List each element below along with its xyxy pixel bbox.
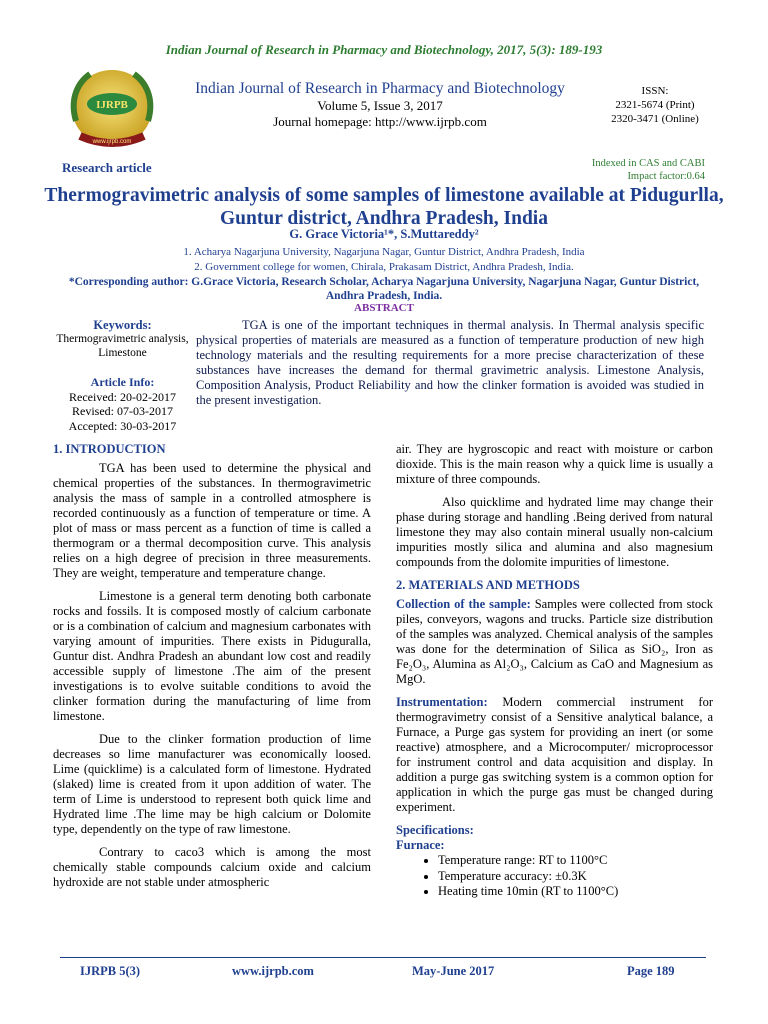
article-info-block: [50, 375, 195, 433]
affiliation-2: 2. Government college for women, Chirala, Prakasam District, Andhra Pradesh, India.: [194, 261, 574, 273]
keywords-label: Keywords:: [93, 318, 152, 332]
keywords-text: Thermogravimetric analysis, Limestone: [56, 333, 189, 359]
instrumentation-label: Instrumentation:: [396, 695, 488, 709]
footer-date: May-June 2017: [412, 964, 495, 978]
intro-paragraph-4: Contrary to caco3 which is among the most chemically stable compounds calcium oxide and calcium hydroxide are not stable under atmospheric: [53, 845, 371, 889]
left-column: [53, 442, 371, 898]
article-type: Research article: [62, 160, 152, 175]
journal-citation: Indian Journal of Research in Pharmacy and Biotechnology, 2017, 5(3): 189-193: [165, 42, 603, 57]
spec-item: • Heating time 10min (RT to 1100°C): [438, 884, 713, 900]
volume-issue: Volume 5, Issue 3, 2017: [317, 98, 443, 113]
furnace-heading: Furnace:: [396, 838, 445, 852]
accepted-date: Accepted: 30-03-2017: [68, 418, 177, 433]
instrumentation-paragraph: [396, 695, 713, 815]
journal-homepage[interactable]: Journal homepage: http://www.ijrpb.com: [273, 114, 487, 129]
abstract-text: TGA is one of the important techniques in thermal analysis. In Thermal analysis specific physical properties of materials are measured as a function of temperature production of new high technology materials and the resulting requirements for a more precise characterization of these substances have increases the demand for thermal gravimetric analysis. Limestone Analysis, Composition Analysis, Product Reliability and how the clinker formation is avoided was studied in the present investigation.: [196, 318, 704, 407]
keywords-block: [50, 318, 195, 360]
affiliation-1: 1. Acharya Nagarjuna University, Nagarjuna Nagar, Guntur District, Andhra Pradesh, India: [183, 246, 585, 258]
footer-divider: [60, 957, 706, 958]
issn-block: [585, 84, 725, 126]
introduction-heading: 1. INTRODUCTION: [53, 442, 166, 456]
issn-label: ISSN:: [641, 85, 669, 97]
instrumentation-text: Modern commercial instrument for thermogravimetry consist of a Sensitive analytical balance, a Furnace, a Purge gas system for providing an inert (or some reactive) atmosphere, and a Microcomputer/ microprocessor for instrument control and data acquisition and display. In addition a purge gas switching system is a common option for application in which the purge gas must be changed during experiment.: [396, 695, 713, 814]
collection-paragraph: [396, 597, 713, 687]
intro-paragraph-2: Limestone is a general term denoting both carbonate rocks and fossils. It is composed mostly of calcium carbonate or is a combination of calcium and magnesium carbonates with varying amount of impurities. There exists in Piduguralla, Guntur dist. Andhra Pradesh an abundant low cost and readily accessible supply of limestone .The aim of the present investigations is to evolve suitable conditions to avoid the clinker formation during the manufacturing of lime from limestone.: [53, 589, 371, 723]
received-date: Received: 20-02-2017: [69, 389, 176, 404]
issn-online: 2320-3471 (Online): [611, 113, 699, 125]
spec-item: • Temperature range: RT to 1100°C: [438, 853, 713, 869]
paper-title: Thermogravimetric analysis of some samples of limestone available at Pidugurlla, Guntur district, Andhra Pradesh, India: [44, 185, 724, 229]
journal-name: Indian Journal of Research in Pharmacy and Biotechnology: [195, 80, 565, 97]
corresponding-author: *Corresponding author: G.Grace Victoria, Research Scholar, Acharya Nagarjuna University, Nagarjuna Nagar, Guntur District, Andhra Pradesh, India.: [68, 276, 700, 302]
footer-page-number: Page 189: [627, 964, 675, 978]
spec-item: • Temperature accuracy: ±0.3K: [438, 869, 713, 885]
methods-heading: 2. MATERIALS AND METHODS: [396, 578, 580, 592]
right-column: [396, 442, 713, 900]
footer-website[interactable]: www.ijrpb.com: [232, 964, 314, 978]
indexed-text: Indexed in CAS and CABI: [591, 158, 705, 169]
article-info-label: Article Info:: [90, 375, 155, 389]
journal-logo: [62, 66, 162, 154]
revised-date: Revised: 07-03-2017: [72, 404, 173, 418]
intro-paragraph-1: TGA has been used to determine the physical and chemical properties of the substances. In thermogravimetric analysis the mass of sample in a controlled atmosphere is recorded continuously as a function of temperature or time. A plot of mass or mass percent as a function of time is called a thermogram or a thermal decomposition curve. This analysis relies on a high degree of precision in three measurements. They are weight, temperature and temperature change.: [53, 461, 371, 580]
impact-factor: Impact factor:0.64: [627, 171, 705, 182]
furnace-spec-list: [396, 853, 713, 900]
svg-text:www.ijrpb.com: www.ijrpb.com: [92, 139, 132, 145]
collection-label: Collection of the sample:: [396, 597, 531, 611]
svg-text:IJRPB: IJRPB: [96, 99, 128, 111]
authors: G. Grace Victoria¹*, S.Muttareddy²: [289, 227, 479, 241]
collection-text: Samples were collected from stock piles, conveyors, wagons and trucks. Particle size distribution of the samples was analyzed. Chemical analysis of the samples was done for the determination of Silica as SiO₂, Iron as Fe₂O₃, Alumina as Al₂O₃, Calcium as CaO and Magnesium as MgO.: [396, 597, 713, 686]
abstract-heading: ABSTRACT: [354, 302, 414, 314]
intro-paragraph-5: air. They are hygroscopic and react with moisture or carbon dioxide. This is the main reason why a quick lime is usually a mixture of three compounds.: [396, 442, 713, 486]
intro-paragraph-3: Due to the clinker formation production of lime decreases so lime manufacturer was economically loosed. Lime (quicklime) is a calculated form of limestone. Hydrated (slaked) lime is created from it upon addition of water. The term of Lime is understood to represent both quick lime and Hydrated lime .The lime may be high calcium or Dolomite type, dependently on the type of raw limestone.: [53, 732, 371, 836]
issn-print: 2321-5674 (Print): [615, 99, 695, 111]
specifications-heading: Specifications:: [396, 823, 474, 837]
intro-paragraph-6: Also quicklime and hydrated lime may change their phase during storage and handling .Being derived from natural limestone they may also contain mineral usually non-calcium impurities mostly silica and alumina and also magnesium compounds from the dolomite impurities of limestone.: [396, 495, 713, 569]
indexing-info: [540, 157, 705, 183]
footer-journal: IJRPB 5(3): [80, 964, 141, 978]
